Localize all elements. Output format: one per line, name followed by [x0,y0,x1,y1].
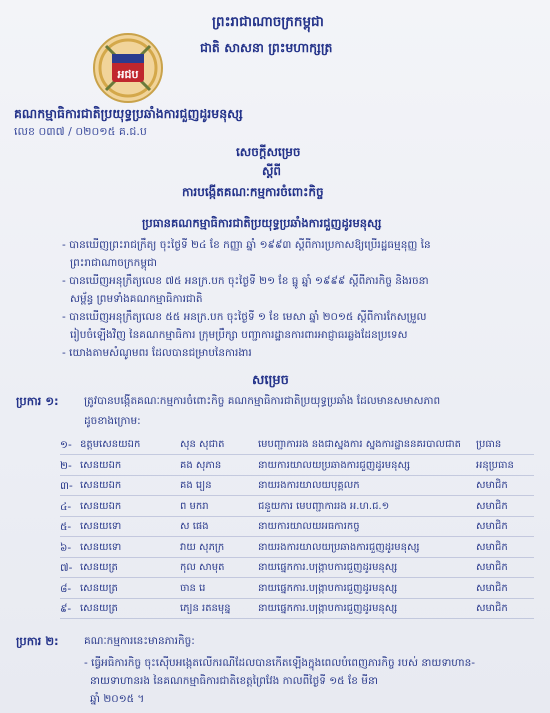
member-name: ស ផេង [180,522,209,532]
member-rank: សេនីយ៍ត្រី [80,563,118,573]
member-number: ៣- [60,480,73,492]
member-name: ស៊ិន សុជាតិ [180,440,225,450]
member-row-rule [60,495,534,496]
member-row-rule [60,536,534,537]
member-row-rule [60,557,534,558]
member-number: ៨- [60,582,72,595]
member-rank: សេនីយ៍ឯក [80,501,122,512]
member-number: ៦- [60,541,72,554]
member-role: នាយការិយាល័យប្រឆាំងការជួញដូរមនុស្ស [258,460,410,471]
article-1-text: ត្រូវបានបង្កើតគណៈកម្មការចំពោះកិច្ច គណកម្មាធិការជាតិប្រយុទ្ធប្រឆាំង ដែលមានសមាសភាព [84,395,441,407]
member-rank: សេនីយ៍ទោ [80,542,122,553]
member-row-rule [60,598,534,599]
member-name: គង់ សុភាន់ [180,460,222,471]
article-1-label: ប្រការ ១: [16,394,59,408]
member-role: នាយរងការិយាល័យបុគ្គលិក [258,481,360,491]
member-row-rule [60,454,534,455]
article-2-line: នាយទាហានរង នៃគណកម្មាធិការជាតិខេត្តព្រៃវែង កាលពីថ្ងៃទី ១៥ ខែ មីនា [90,675,378,687]
preamble-line: - បានឃើញព្រះរាជក្រឹត្យ ចុះថ្ងៃទី ២៤ ខែ កញ្ញា ឆ្នាំ ១៩៩៣ ស្តីពីការប្រកាសឱ្យប្រើរដ្ឋធម្មនុញ្ញ នៃ [62,239,431,251]
article-2-line: - ធ្វើអធិការកិច្ច ចុះស៊ើបអង្កេតលើករណីដែលបានកើតឡើងក្នុងពេលបំពេញភារកិច្ច របស់ នាយទាហាន- [84,657,476,669]
member-position: សមាជិក [476,562,508,573]
member-name: គង់ រឿន [180,481,212,491]
member-role: មេបញ្ជាការរង និងជាស្នងការ ស្នងការដ្ឋាននគរបាលជាតិ [258,440,461,450]
member-number: ៧- [60,562,73,574]
member-role: នាយផ្នែកការិ.បង្ក្រាបការជួញដូរមនុស្ស [258,583,398,594]
member-rank: សេនីយ៍ត្រី [80,604,118,614]
member-role: នាយផ្នែកការិ.បង្ក្រាបការជួញដូរមនុស្ស [258,563,398,573]
member-position: សមាជិក [476,521,508,532]
member-number: ១- [60,439,72,451]
preamble-line: - បានឃើញអនុក្រឹត្យលេខ ៥៥ អនក្រ.បក ចុះថ្ងៃទី ១ ខែ មេសា ឆ្នាំ ២០១៥ ស្តីពីការកែសម្រួល [62,311,427,323]
article-2-label: ប្រការ ២: [16,634,59,648]
member-rank: ឧត្តមសេនីយ៍ឯក [80,440,141,450]
member-position: អនុប្រធាន [476,459,514,471]
member-row-rule [60,516,534,517]
member-role: ជំនួយការ មេបញ្ជាការរង អ.ហ.ជ.១ [258,501,390,512]
member-number: ៥- [60,521,72,533]
decision-heading: សម្រេច [252,373,289,388]
member-role: នាយផ្នែកការិ.បង្ក្រាបការជួញដូរមនុស្ស [258,604,398,614]
member-position: សមាជិក [476,500,508,512]
member-rank: សេនីយ៍ឯក [80,481,122,491]
member-position: សមាជិក [476,582,508,594]
kingdom-heading: ព្រះរាជាណាចក្រកម្ពុជា [212,14,324,30]
preamble-line: រៀបចំឡើងវិញ នៃគណកម្មាធិការ ក្រុមប្រឹក្សា បញ្ជាការដ្ឋានការពារអាជ្ញាធរឆ្លងដែនប្រទេស [70,329,408,341]
member-rank: សេនីយ៍ទោ [80,522,122,532]
member-row-rule [60,475,534,476]
member-number: ៤- [60,500,72,513]
reference-number: លេខ ០៣៧ / ០២០១៥ គ.ជ.ប [14,125,147,138]
preamble-title: ប្រធានគណកម្មាធិការជាតិប្រយុទ្ធប្រឆាំងការជួញដូរមនុស្ស [142,216,382,230]
document-subject: ការបង្កើតគណៈកម្មការចំពោះកិច្ច [182,185,324,199]
article-2-line: ឆ្នាំ ២០១៥ ។ [90,693,145,705]
member-role: នាយការិយាល័យអធិការកិច្ច [258,522,360,532]
article-1-text: ដូចខាងក្រោម: [84,415,141,427]
article-2-title: គណៈកម្មការនេះមានភារកិច្ច: [84,635,195,647]
member-position: សមាជិក [476,603,508,614]
member-role: នាយរងការិយាល័យប្រឆាំងការជួញដូរមនុស្ស [258,542,420,553]
member-position: សមាជិក [476,541,508,553]
member-number: ៩- [60,603,72,615]
member-name: វាយ សុភ័ក្រ [180,542,225,553]
member-row-rule [60,577,534,578]
police-emblem-icon [92,32,164,104]
preamble-line: - យោងតាមសំណូមពរ ដែលបានជម្រាបនៃការងារ [62,347,252,359]
member-name: ភឿន រតនមុន្នី [180,604,231,614]
document-type: សេចក្តីសម្រេច [236,145,301,159]
member-name: ពី មករា [180,501,209,512]
emblem-lettering: អជប [117,68,139,81]
member-name: ចាន់ រ៉ៃ [180,583,206,594]
preamble-line: - បានឃើញអនុក្រឹត្យលេខ ៧៥ អនក្រ.បក ចុះថ្ងៃទី ២១ ខែ ធ្នូ ឆ្នាំ ១៩៩៩ ស្តីពីភារកិច្ច និងរចនា [62,275,429,287]
member-name: កុល សាមុត [180,563,225,573]
preamble-line: ព្រះរាជាណាចក្រកម្ពុជា [70,257,158,269]
member-position: ប្រធាន [476,439,502,450]
member-number: ២- [60,459,72,472]
preamble-line: សម្ព័ន្ធ ព្រមទាំងគណកម្មាធិការជាតិ [70,293,203,305]
member-rank: សេនីយ៍ឯក [80,460,122,471]
member-rank: សេនីយ៍ត្រី [80,583,118,594]
document-about: ស្តីពី [262,164,282,178]
motto-heading: ជាតិ សាសនា ព្រះមហាក្សត្រ [200,40,333,55]
issuing-organization: គណកម្មាធិការជាតិប្រយុទ្ធប្រឆាំងការជួញដូរមនុស្ស [14,106,243,121]
member-position: សមាជិក [476,480,508,491]
member-row-rule [60,618,534,619]
